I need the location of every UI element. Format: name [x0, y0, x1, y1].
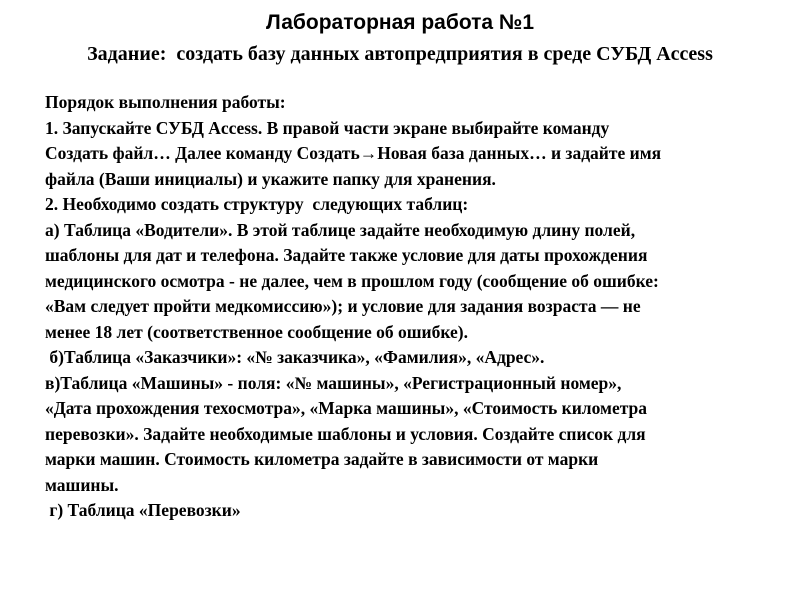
body-line-heading: Порядок выполнения работы: — [45, 92, 286, 112]
body-line: шаблоны для дат и телефона. Задайте также условие для даты прохождения — [45, 245, 648, 265]
body-line: Создать файл… Далее команду Создать→Новая база данных… и задайте имя — [45, 143, 662, 163]
body-line: 1. Запускайте СУБД Access. В правой части экране выбирайте команду — [45, 117, 610, 138]
body-line: а) Таблица «Водители». В этой таблице задайте необходимую длину полей, — [45, 219, 636, 240]
body-line: менее 18 лет (соответственное сообщение об ошибке). — [45, 321, 468, 342]
body-line: 2. Необходимо создать структуру следующих таблиц: — [45, 194, 469, 214]
body-line: машины. — [45, 474, 119, 495]
body-line: в)Таблица «Машины» - поля: «№ машины», «Регистрационный номер», — [45, 372, 622, 393]
page-subtitle: Задание: создать базу данных автопредприятия в среде СУБД Access — [87, 43, 713, 65]
page-title: Лабораторная работа №1 — [265, 11, 535, 34]
body-line: «Дата прохождения техосмотра», «Марка машины», «Стоимость километра — [45, 398, 647, 418]
body-line: медицинского осмотра - не далее, чем в прошлом году (сообщение об ошибке: — [45, 270, 659, 291]
body-line: г) Таблица «Перевозки» — [45, 500, 241, 520]
body-line: «Вам следует пройти медкомиссию»); и условие для задания возраста — не — [45, 296, 641, 316]
body-text — [45, 90, 760, 524]
body-line: перевозки». Задайте необходимые шаблоны и условия. Создайте список для — [45, 423, 646, 444]
body-line: б)Таблица «Заказчики»: «№ заказчика», «Фамилия», «Адрес». — [45, 347, 545, 367]
body-line: марки машин. Стоимость километра задайте в зависимости от марки — [45, 449, 599, 469]
body-line: файла (Ваши инициалы) и укажите папку для хранения. — [45, 168, 496, 189]
